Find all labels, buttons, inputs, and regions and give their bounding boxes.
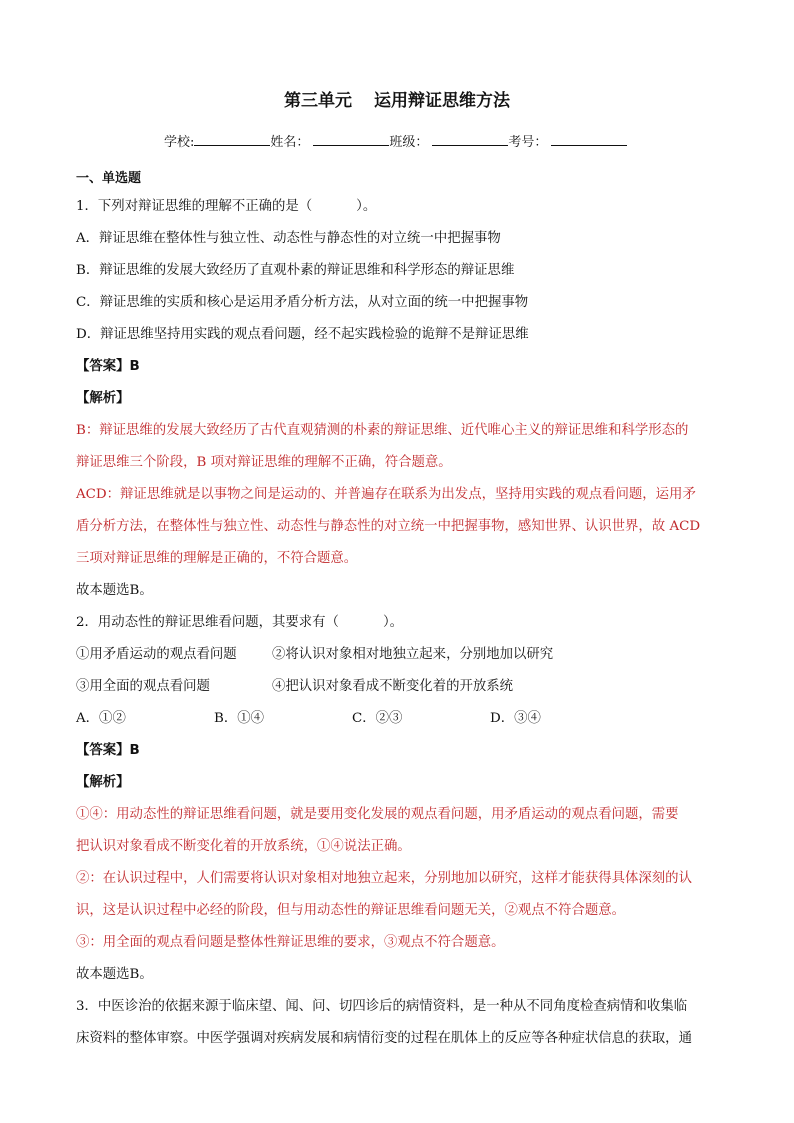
q2-item: ②将认识对象相对地独立起来，分别地加以研究	[272, 647, 554, 662]
school-blank	[194, 133, 270, 146]
q1-option-b: B．辩证思维的发展大致经历了直观朴素的辩证思维和科学形态的辩证思维	[76, 263, 515, 278]
q1-analysis-label: 【解析】	[76, 391, 130, 406]
title-unit: 第三单元	[284, 91, 352, 111]
page-title	[0, 86, 794, 111]
q1-conclusion: 故本题选B。	[76, 583, 153, 598]
q1-option-c: C．辩证思维的实质和核心是运用矛盾分析方法，从对立面的统一中把握事物	[76, 295, 529, 310]
class-label: 班级：	[389, 135, 429, 150]
q2-choice-d: D．③④	[490, 711, 541, 726]
q2-items-row	[76, 677, 513, 697]
q2-items-row	[76, 645, 553, 665]
q1-analysis-line: B：辩证思维的发展大致经历了古代直观猜测的朴素的辩证思维、近代唯心主义的辩证思维和科学形态的	[76, 423, 689, 438]
class-blank	[432, 133, 508, 146]
name-blank	[313, 133, 389, 146]
q2-analysis-label: 【解析】	[76, 775, 130, 790]
q2-analysis-line: 识，这是认识过程中必经的阶段，但与用动态性的辩证思维看问题无关，②观点不符合题意。	[76, 903, 626, 918]
q2-choice-c: C．②③	[352, 711, 403, 726]
title-topic: 运用辩证思维方法	[374, 91, 510, 111]
q2-item: ③用全面的观点看问题	[76, 679, 210, 694]
q1-answer: 【答案】B	[76, 359, 140, 374]
q1-stem-text: 1．下列对辩证思维的理解不正确的是（	[76, 199, 313, 214]
q2-choices-row	[76, 709, 541, 729]
q1-analysis-line: 三项对辩证思维的理解是正确的，不符合题意。	[76, 551, 358, 566]
q2-stem	[76, 613, 403, 633]
section-heading: 一、单选题	[76, 171, 142, 186]
q2-conclusion: 故本题选B。	[76, 967, 153, 982]
q2-analysis-line: 把认识对象看成不断变化着的开放系统，①④说法正确。	[76, 839, 411, 854]
q2-stem-text: 2．用动态性的辩证思维看问题，其要求有（	[76, 615, 339, 630]
school-label: 学校:	[164, 135, 195, 150]
q2-analysis-line: ③：用全面的观点看问题是整体性辩证思维的要求，③观点不符合题意。	[76, 935, 505, 950]
q3-stem-line: 3．中医诊治的依据来源于临床望、闻、问、切四诊后的病情资料，是一种从不同角度检查病情和收集临	[76, 999, 688, 1014]
q2-item: ①用矛盾运动的观点看问题	[76, 647, 237, 662]
student-info-row	[164, 131, 627, 150]
q2-choice-b: B．①④	[214, 711, 265, 726]
q2-analysis-line: ②：在认识过程中，人们需要将认识对象相对地独立起来，分别地加以研究，这样才能获得具体深刻的认	[76, 871, 692, 886]
name-label: 姓名：	[270, 135, 310, 150]
q2-stem-end: ）。	[382, 615, 404, 630]
q2-analysis-line: ①④：用动态性的辩证思维看问题，就是要用变化发展的观点看问题，用矛盾运动的观点看问题，需要	[76, 807, 679, 822]
q1-analysis-line: ACD：辩证思维就是以事物之间是运动的、并普遍存在联系为出发点，坚持用实践的观点看问题，运用矛	[76, 487, 696, 502]
exam-no-blank	[551, 133, 627, 146]
q2-choice-a: A．①②	[76, 711, 126, 726]
q2-item: ④把认识对象看成不断变化着的开放系统	[272, 679, 514, 694]
q1-stem	[76, 197, 376, 217]
q3-stem-line: 床资料的整体审察。中医学强调对疾病发展和病情衍变的过程在肌体上的反应等各种症状信息的获取，通	[76, 1031, 692, 1046]
q1-stem-end: ）。	[356, 199, 377, 214]
q2-answer: 【答案】B	[76, 743, 140, 758]
q1-option-a: A．辩证思维在整体性与独立性、动态性与静态性的对立统一中把握事物	[76, 231, 501, 246]
q1-analysis-line: 盾分析方法，在整体性与独立性、动态性与静态性的对立统一中把握事物，感知世界、认识世界，故 ACD	[76, 519, 701, 534]
exam-no-label: 考号：	[508, 135, 548, 150]
q1-option-d: D．辩证思维坚持用实践的观点看问题，经不起实践检验的诡辩不是辩证思维	[76, 327, 529, 342]
q1-analysis-line: 辩证思维三个阶段，B 项对辩证思维的理解不正确，符合题意。	[76, 455, 452, 470]
